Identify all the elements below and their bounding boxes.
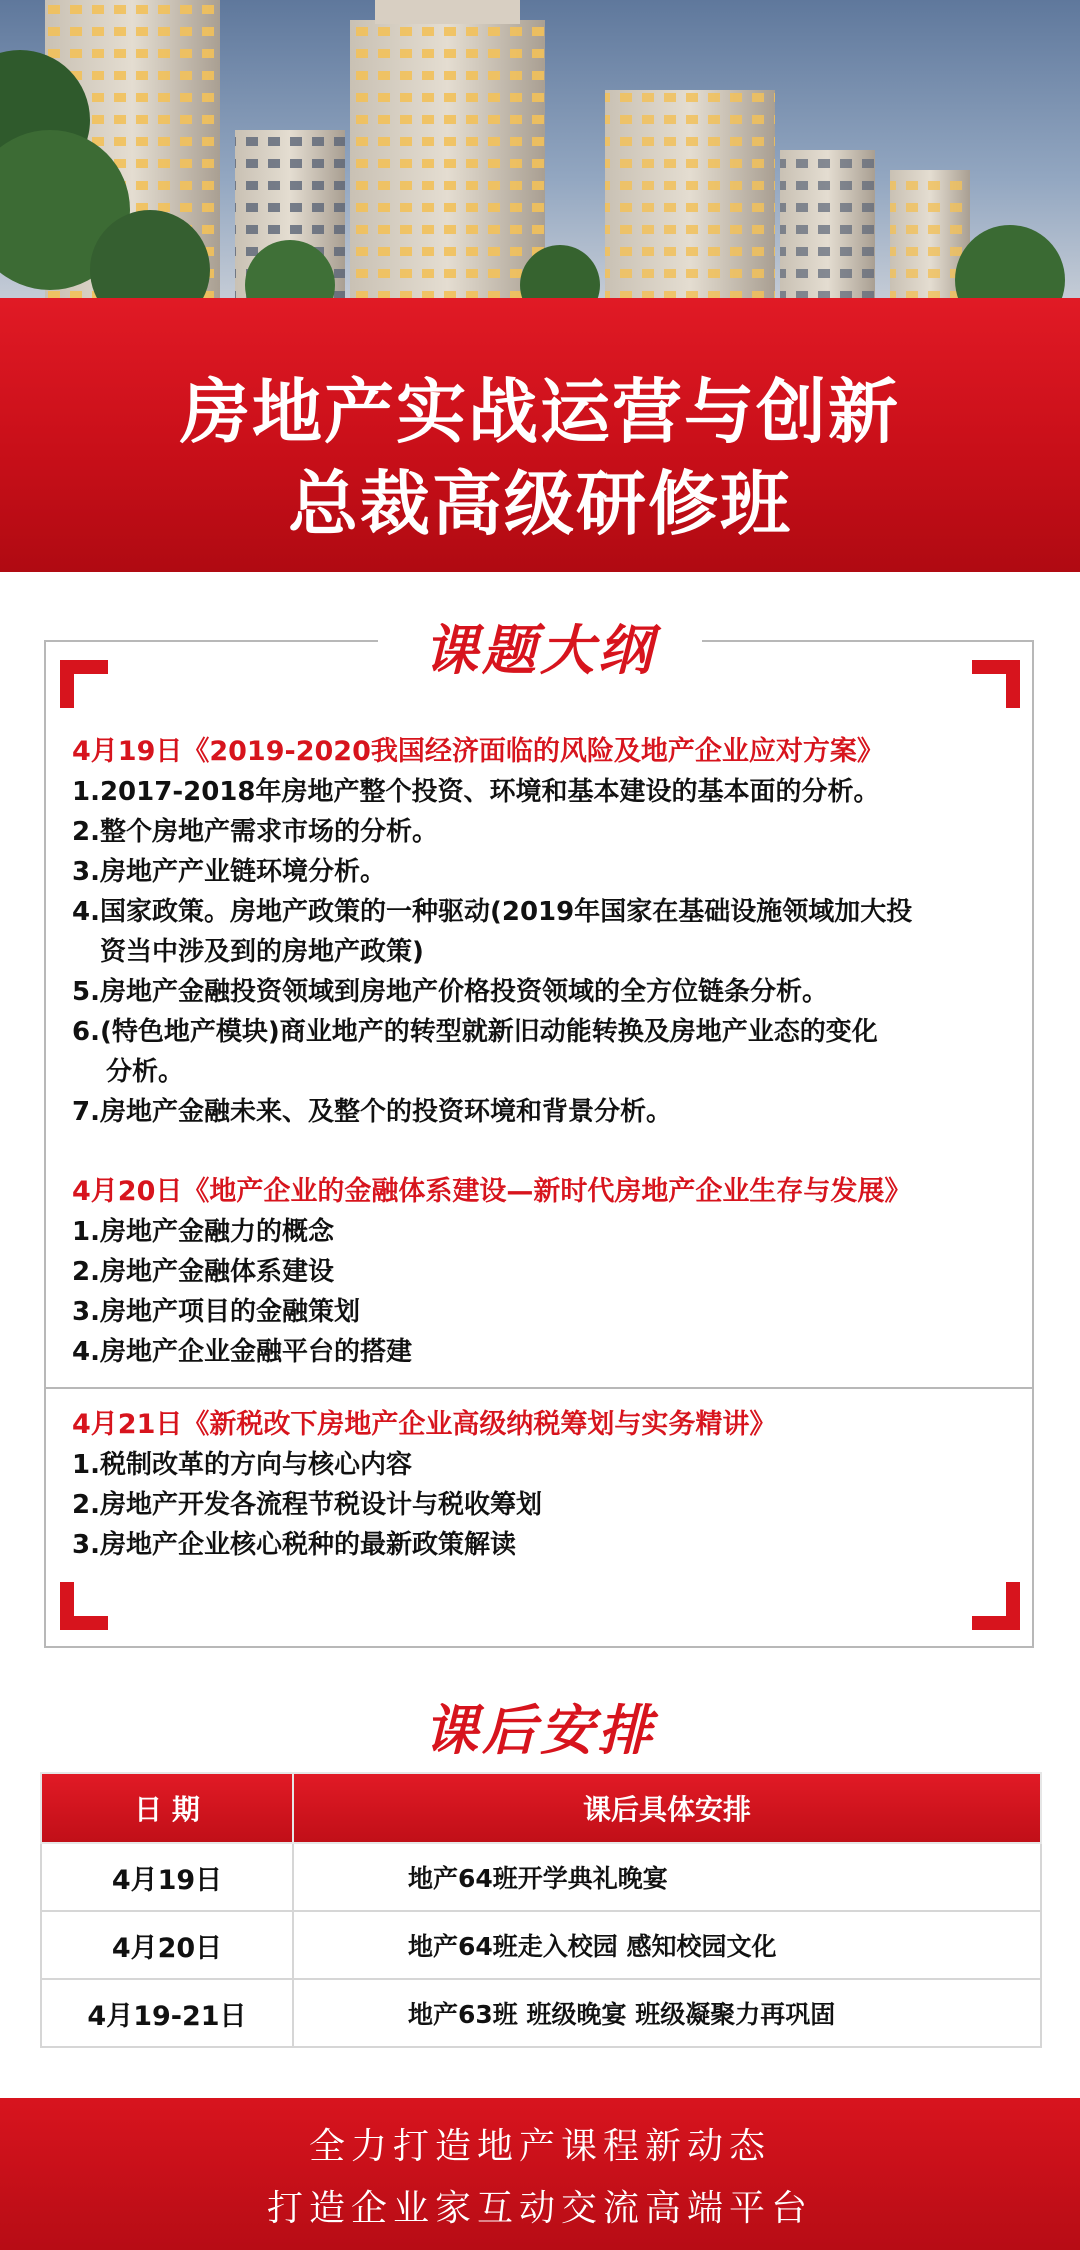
outline-divider <box>44 1387 1034 1389</box>
outline-item: 5.房地产金融投资领域到房地产价格投资领域的全方位链条分析。 <box>72 977 828 1007</box>
outline-heading <box>0 608 1080 685</box>
row-date: 4月19-21日 <box>41 1979 293 2047</box>
outline-item-continuation-text: 分析。 <box>106 1057 185 1087</box>
outline-item: 1.房地产金融力的概念 <box>72 1217 334 1247</box>
corner-decoration-bottom-right <box>972 1582 1020 1630</box>
hero-building-image <box>0 0 1080 300</box>
outline-item-continuation-text: 资当中涉及到的房地产政策) <box>100 937 424 967</box>
corner-decoration-bottom-left <box>60 1582 108 1630</box>
outline-item: 3.房地产项目的金融策划 <box>72 1297 360 1327</box>
outline-item: 3.房地产产业链环境分析。 <box>72 857 386 887</box>
outline-item: 3.房地产企业核心税种的最新政策解读 <box>72 1530 516 1560</box>
day-block-1 <box>72 732 1032 1132</box>
outline-item-continuation <box>72 932 1032 972</box>
outline-item: 4.房地产企业金融平台的搭建 <box>72 1337 412 1367</box>
footer-banner <box>0 2098 1080 2250</box>
outline-item: 7.房地产金融未来、及整个的投资环境和背景分析。 <box>72 1097 672 1127</box>
row-date: 4月20日 <box>41 1911 293 1979</box>
title-banner <box>0 298 1080 572</box>
outline-item: 4.国家政策。房地产政策的一种驱动(2019年国家在基础设施领域加大投 <box>72 897 913 927</box>
row-plan: 地产64班走入校园 感知校园文化 <box>293 1911 1041 1979</box>
table-row <box>41 1979 1041 2047</box>
column-header-date: 日 期 <box>41 1773 293 1843</box>
banner-title-line1: 房地产实战运营与创新 <box>180 371 900 453</box>
table-row <box>41 1843 1041 1911</box>
outline-item: 1.2017-2018年房地产整个投资、环境和基本建设的基本面的分析。 <box>72 777 880 807</box>
table-row <box>41 1911 1041 1979</box>
day-title: 4月19日《2019-2020我国经济面临的风险及地产企业应对方案》 <box>72 736 884 767</box>
day-title: 4月20日《地产企业的金融体系建设—新时代房地产企业生存与发展》 <box>72 1176 912 1207</box>
schedule-heading: 课后安排 <box>424 1699 656 1762</box>
table-header-row <box>41 1773 1041 1843</box>
outline-heading-text: 课题大纲 <box>378 619 702 682</box>
outline-item: 2.房地产金融体系建设 <box>72 1257 334 1287</box>
row-date: 4月19日 <box>41 1843 293 1911</box>
outline-item: 2.房地产开发各流程节税设计与税收筹划 <box>72 1490 542 1520</box>
column-header-plan: 课后具体安排 <box>293 1773 1041 1843</box>
banner-title-line2: 总裁高级研修班 <box>288 463 792 545</box>
row-plan: 地产64班开学典礼晚宴 <box>293 1843 1041 1911</box>
row-plan: 地产63班 班级晚宴 班级凝聚力再巩固 <box>293 1979 1041 2047</box>
outline-item-continuation <box>72 1052 1032 1092</box>
schedule-table <box>40 1772 1042 2048</box>
day-block-2 <box>72 1172 1032 1372</box>
day-block-3 <box>72 1405 1032 1565</box>
outline-item: 1.税制改革的方向与核心内容 <box>72 1450 412 1480</box>
footer-slogan-line1: 全力打造地产课程新动态 <box>308 2126 771 2167</box>
outline-item: 2.整个房地产需求市场的分析。 <box>72 817 438 847</box>
day-title: 4月21日《新税改下房地产企业高级纳税筹划与实务精讲》 <box>72 1409 777 1440</box>
outline-item: 6.(特色地产模块)商业地产的转型就新旧动能转换及房地产业态的变化 <box>72 1017 878 1047</box>
footer-slogan-line2: 打造企业家互动交流高端平台 <box>266 2188 813 2229</box>
